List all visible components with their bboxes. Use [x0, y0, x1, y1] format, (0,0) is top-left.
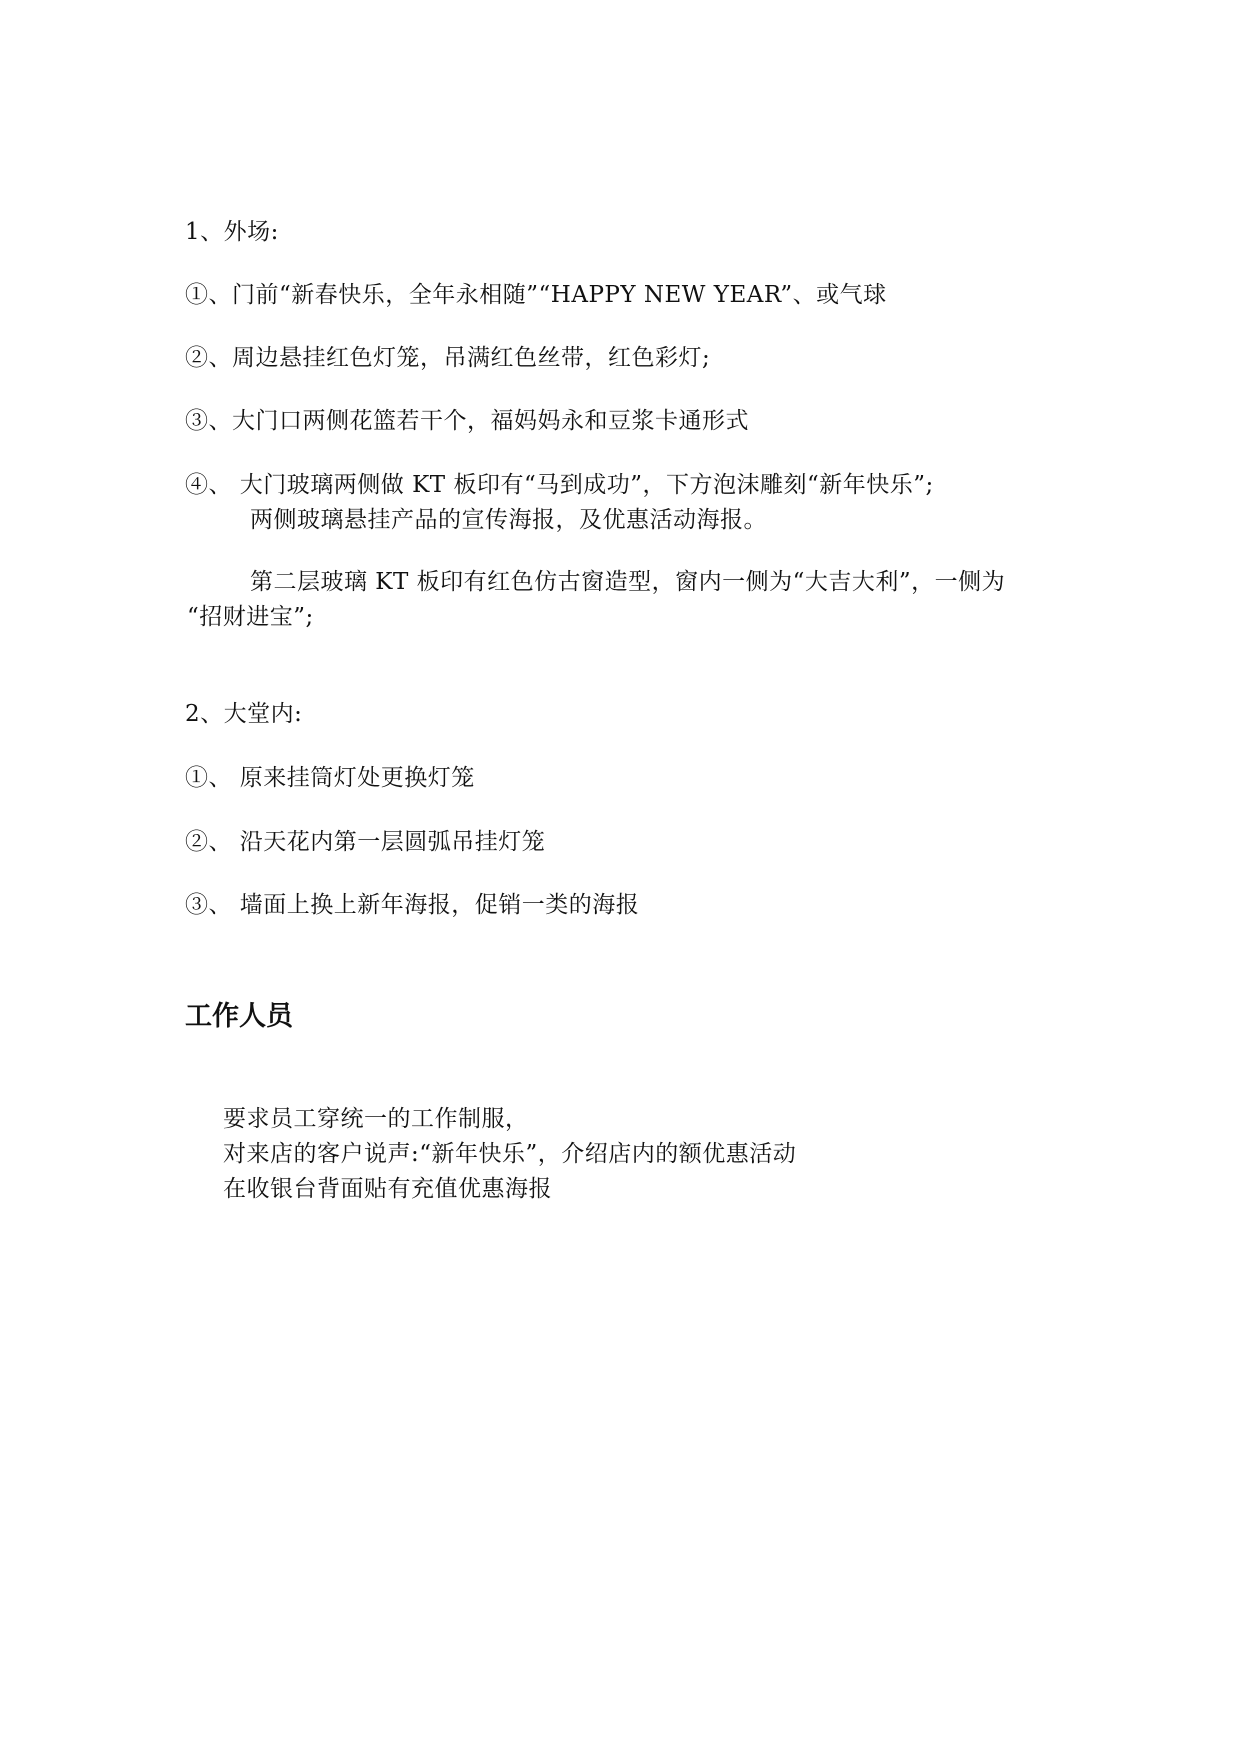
- section2-item-1: ①、 原来挂筒灯处更换灯笼: [185, 765, 475, 791]
- section1-title: 1、外场:: [185, 219, 279, 245]
- staff-heading: 工作人员: [185, 1001, 293, 1032]
- section1-item-4-continuation: 两侧玻璃悬挂产品的宣传海报，及优惠活动海报。: [250, 507, 767, 533]
- section1-item-1: ①、门前“新春快乐，全年永相随”“HAPPY NEW YEAR”、或气球: [185, 282, 887, 308]
- section1-item-3: ③、大门口两侧花篮若干个，福妈妈永和豆浆卡通形式: [185, 408, 749, 434]
- staff-line-1: 要求员工穿统一的工作制服，: [223, 1106, 529, 1132]
- section2-item-2: ②、 沿天花内第一层圆弧吊挂灯笼: [185, 829, 546, 855]
- staff-line-2: 对来店的客户说声:“新年快乐”，介绍店内的额优惠活动: [223, 1141, 797, 1167]
- section2-item-3: ③、 墙面上换上新年海报，促销一类的海报: [185, 892, 640, 918]
- section1-paragraph-line2: “招财进宝”;: [187, 604, 314, 630]
- section1-paragraph-line1: 第二层玻璃 KT 板印有红色仿古窗造型，窗内一侧为“大吉大利”，一侧为: [250, 569, 1006, 595]
- section2-title: 2、大堂内:: [185, 701, 303, 727]
- section1-item-2: ②、周边悬挂红色灯笼，吊满红色丝带，红色彩灯;: [185, 345, 711, 371]
- section1-item-4: ④、 大门玻璃两侧做 KT 板印有“马到成功”，下方泡沫雕刻“新年快乐”;: [185, 472, 934, 498]
- staff-line-3: 在收银台背面贴有充值优惠海报: [223, 1176, 552, 1202]
